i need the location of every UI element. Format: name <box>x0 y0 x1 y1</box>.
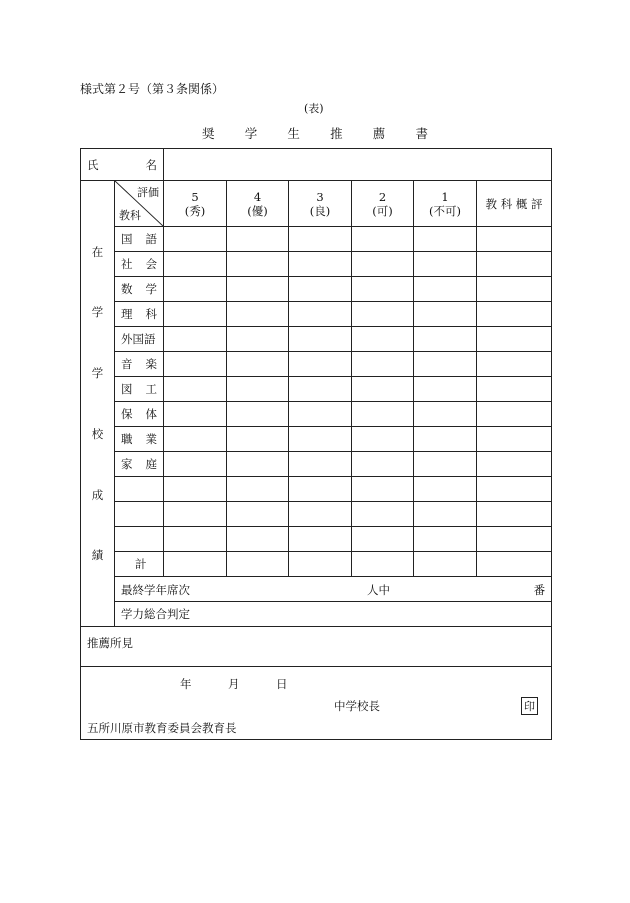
subject-char: 社 <box>121 257 133 271</box>
addressee-label: 五所川原市教育委員会教育長 <box>87 721 237 735</box>
grade-cell[interactable] <box>227 452 289 477</box>
grade-cell[interactable] <box>227 427 289 452</box>
grade-cell[interactable] <box>164 402 227 427</box>
subject-char: 図 <box>121 382 133 396</box>
title-char: 推 <box>330 126 343 141</box>
vertical-char: 在 <box>91 244 104 259</box>
overall-judgement-row <box>115 602 552 627</box>
subject-char: 楽 <box>145 357 157 371</box>
grade-cell[interactable] <box>227 552 289 577</box>
subject-char: 会 <box>145 257 157 271</box>
grade-cell[interactable] <box>414 377 477 402</box>
grade-label: (秀) <box>184 203 206 218</box>
subject-label-cell <box>115 352 164 377</box>
vertical-char: 成 <box>91 487 104 502</box>
grade-num: 2 <box>378 189 387 204</box>
grade-cell[interactable] <box>352 277 414 302</box>
subject-char: 国 <box>121 232 133 246</box>
grade-cell[interactable] <box>414 302 477 327</box>
grade-cell[interactable] <box>352 452 414 477</box>
subject-label-cell <box>115 477 164 502</box>
summary-cell[interactable] <box>477 227 552 252</box>
class-rank-label: 最終学年席次 <box>121 583 190 597</box>
grade-cell[interactable] <box>414 327 477 352</box>
grade-cell[interactable] <box>414 527 477 552</box>
grade-cell[interactable] <box>352 252 414 277</box>
grade-column-2 <box>352 181 414 227</box>
grade-cell[interactable] <box>164 502 227 527</box>
class-rank-end: 番 <box>533 583 546 597</box>
grade-cell[interactable] <box>414 502 477 527</box>
grade-label: (不可) <box>429 203 461 218</box>
date-year-label: 年 <box>180 677 192 691</box>
subject-row <box>81 277 552 302</box>
total-label <box>115 552 164 577</box>
subject-row <box>81 327 552 352</box>
diag-bottom-label: 教科 <box>119 209 141 222</box>
summary-cell[interactable] <box>477 502 552 527</box>
grade-cell[interactable] <box>289 277 352 302</box>
grade-label: (良) <box>309 203 331 218</box>
grade-cell[interactable] <box>352 302 414 327</box>
subject-name: 外国語 <box>121 332 156 346</box>
grade-cell[interactable] <box>414 227 477 252</box>
grade-cell[interactable] <box>352 427 414 452</box>
grade-cell[interactable] <box>352 502 414 527</box>
grade-cell[interactable] <box>352 227 414 252</box>
grade-cell[interactable] <box>164 452 227 477</box>
subject-char: 保 <box>121 407 133 421</box>
grade-cell[interactable] <box>289 352 352 377</box>
title-char: 学 <box>244 126 258 141</box>
date-day-label: 日 <box>276 677 288 691</box>
grade-cell[interactable] <box>164 377 227 402</box>
grade-cell[interactable] <box>289 502 352 527</box>
summary-cell[interactable] <box>477 252 552 277</box>
grade-cell[interactable] <box>352 527 414 552</box>
grade-cell[interactable] <box>227 527 289 552</box>
grade-label: (可) <box>372 203 393 218</box>
summary-cell[interactable] <box>477 377 552 402</box>
grade-label: (優) <box>247 203 268 218</box>
name-label-cell <box>81 149 164 181</box>
subject-row <box>81 527 552 552</box>
subject-label-cell <box>115 252 164 277</box>
grade-cell[interactable] <box>352 477 414 502</box>
subject-char: 音 <box>121 357 133 371</box>
grade-cell[interactable] <box>289 302 352 327</box>
vertical-char: 績 <box>91 548 104 563</box>
grade-cell[interactable] <box>164 327 227 352</box>
grade-cell[interactable] <box>227 327 289 352</box>
grade-column-1 <box>414 181 477 227</box>
summary-cell[interactable] <box>477 277 552 302</box>
subject-char: 工 <box>145 382 157 396</box>
subject-row <box>81 427 552 452</box>
subject-label-cell <box>115 377 164 402</box>
grade-cell[interactable] <box>227 352 289 377</box>
title-char: 生 <box>287 126 300 141</box>
grade-cell[interactable] <box>352 552 414 577</box>
grade-cell[interactable] <box>164 427 227 452</box>
grade-cell[interactable] <box>227 402 289 427</box>
grade-cell[interactable] <box>164 227 227 252</box>
subject-char: 科 <box>145 307 157 321</box>
vertical-char: 校 <box>91 426 104 441</box>
signature-block <box>81 667 552 740</box>
name-label-left: 氏 <box>87 157 99 172</box>
class-rank-row <box>115 577 552 602</box>
grade-column-3 <box>289 181 352 227</box>
vertical-char: 学 <box>91 366 104 381</box>
subject-label-cell <box>115 302 164 327</box>
diag-top-label: 評価 <box>137 186 159 199</box>
summary-cell[interactable] <box>477 552 552 577</box>
overall-judgement-label: 学力総合判定 <box>121 607 190 621</box>
grade-column-4 <box>227 181 289 227</box>
grade-cell[interactable] <box>289 452 352 477</box>
grade-num: 1 <box>441 189 449 204</box>
vertical-char: 学 <box>91 305 104 320</box>
grade-cell[interactable] <box>227 252 289 277</box>
summary-cell[interactable] <box>477 477 552 502</box>
summary-cell[interactable] <box>477 452 552 477</box>
grade-cell[interactable] <box>414 427 477 452</box>
subject-row <box>81 302 552 327</box>
diagonal-header-cell <box>115 181 164 227</box>
grade-cell[interactable] <box>227 227 289 252</box>
subject-row <box>81 502 552 527</box>
grade-cell[interactable] <box>352 377 414 402</box>
summary-cell[interactable] <box>477 302 552 327</box>
subject-char: 語 <box>145 232 157 246</box>
grade-cell[interactable] <box>164 302 227 327</box>
class-rank-middle: 人中 <box>367 583 390 597</box>
subject-label-cell <box>115 502 164 527</box>
subject-row <box>81 477 552 502</box>
grade-cell[interactable] <box>414 352 477 377</box>
grade-cell[interactable] <box>289 427 352 452</box>
grade-cell[interactable] <box>289 527 352 552</box>
subject-row <box>81 452 552 477</box>
grade-cell[interactable] <box>352 402 414 427</box>
subject-char: 庭 <box>145 457 157 471</box>
document-title <box>150 124 480 142</box>
subject-row <box>81 227 552 252</box>
subject-row <box>81 352 552 377</box>
grade-cell[interactable] <box>414 402 477 427</box>
grade-num: 4 <box>253 189 262 204</box>
grade-cell[interactable] <box>164 352 227 377</box>
recommendation-form <box>80 148 552 740</box>
subject-char: 数 <box>121 282 133 296</box>
grade-cell[interactable] <box>289 227 352 252</box>
name-value-cell[interactable] <box>164 149 552 181</box>
subject-char: 職 <box>121 432 133 446</box>
subject-label-cell <box>115 227 164 252</box>
grade-cell[interactable] <box>289 377 352 402</box>
summary-cell[interactable] <box>477 327 552 352</box>
grade-num: 5 <box>191 189 199 204</box>
subject-char: 学 <box>145 282 157 296</box>
subject-row <box>81 402 552 427</box>
grade-num: 3 <box>316 189 324 204</box>
title-char: 書 <box>415 126 428 141</box>
grade-cell[interactable] <box>289 327 352 352</box>
summary-cell[interactable] <box>477 352 552 377</box>
grade-cell[interactable] <box>289 252 352 277</box>
grade-cell[interactable] <box>414 552 477 577</box>
title-char: 薦 <box>372 126 386 141</box>
subject-row <box>81 377 552 402</box>
summary-cell[interactable] <box>477 402 552 427</box>
seal-mark: 印 <box>521 697 538 715</box>
grade-cell[interactable] <box>164 277 227 302</box>
grade-cell[interactable] <box>164 552 227 577</box>
summary-cell[interactable] <box>477 527 552 552</box>
subject-summary-header: 教 科 概 評 <box>477 181 552 227</box>
summary-cell[interactable] <box>477 427 552 452</box>
grade-cell[interactable] <box>227 302 289 327</box>
grade-cell[interactable] <box>352 327 414 352</box>
form-number: 様式第２号（第３条関係） <box>80 82 225 96</box>
grade-cell[interactable] <box>164 477 227 502</box>
grade-cell[interactable] <box>414 252 477 277</box>
side-label: (表) <box>304 102 324 115</box>
grade-cell[interactable] <box>352 352 414 377</box>
subject-char: 理 <box>121 307 133 321</box>
title-char: 奨 <box>202 126 215 141</box>
grade-cell[interactable] <box>227 277 289 302</box>
subject-label-cell <box>115 527 164 552</box>
grade-cell[interactable] <box>227 377 289 402</box>
principal-label: 中学校長 <box>334 699 380 713</box>
grade-cell[interactable] <box>414 277 477 302</box>
subject-row <box>81 252 552 277</box>
in-school-grades-label <box>81 181 115 627</box>
subject-label-cell <box>115 277 164 302</box>
grade-column-5 <box>164 181 227 227</box>
subject-label-cell <box>115 452 164 477</box>
subject-char: 家 <box>121 457 133 471</box>
grade-cell[interactable] <box>414 452 477 477</box>
subject-char: 体 <box>145 407 157 421</box>
grade-cell[interactable] <box>289 402 352 427</box>
grade-cell[interactable] <box>414 477 477 502</box>
recommendation-label: 推薦所見 <box>87 636 133 650</box>
name-label-right: 名 <box>145 157 157 172</box>
grade-cell[interactable] <box>289 552 352 577</box>
total-text: 計 <box>135 557 147 571</box>
subject-char: 業 <box>145 432 157 446</box>
subject-label-cell <box>115 427 164 452</box>
subject-label-cell <box>115 327 164 352</box>
grade-cell[interactable] <box>164 252 227 277</box>
subject-label-cell <box>115 402 164 427</box>
grade-cell[interactable] <box>227 477 289 502</box>
grade-cell[interactable] <box>164 527 227 552</box>
grade-cell[interactable] <box>289 477 352 502</box>
grade-cell[interactable] <box>227 502 289 527</box>
recommendation-remarks[interactable] <box>81 627 552 667</box>
date-month-label: 月 <box>228 677 240 691</box>
